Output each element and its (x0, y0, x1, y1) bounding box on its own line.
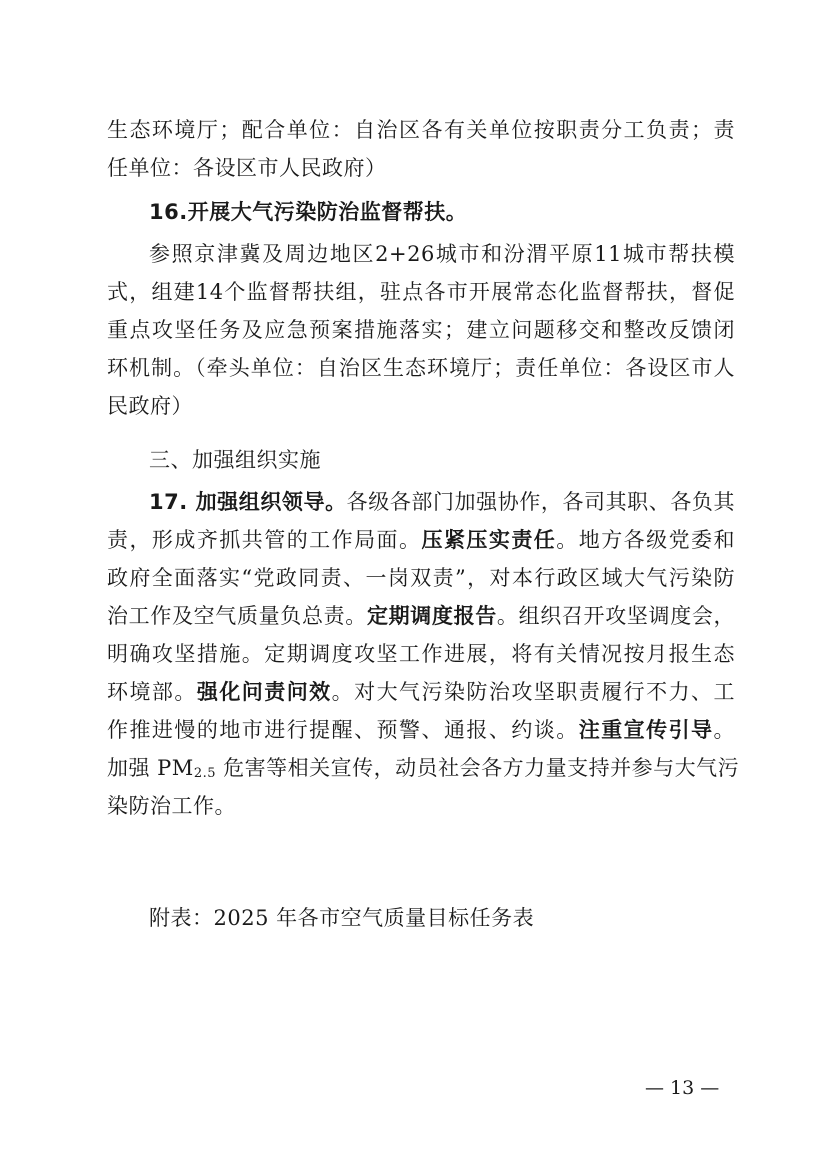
paragraph-line (107, 391, 735, 421)
text-span: 环境部。 (107, 680, 197, 704)
paragraph-line (107, 791, 735, 821)
heading-text: 16.开展大气污染防治监督帮扶。 (149, 200, 468, 224)
text-span: 作推进慢的地市进行提醒、预警、通报、约谈。 (107, 718, 579, 742)
section-title-text: 三、加强组织实施 (149, 448, 321, 472)
paragraph-line (107, 753, 740, 789)
bold-phrase: 定期调度报告 (366, 604, 497, 628)
bold-phrase: 压紧压实责任 (421, 528, 557, 552)
text-span: 。对大气污染防治攻坚职责履行不力、工 (331, 680, 736, 704)
appendix-text: 附表：2025 年各市空气质量目标任务表 (149, 906, 535, 930)
paragraph-line (107, 639, 735, 669)
bold-phrase: 注重宣传引导 (578, 718, 714, 742)
text-span: 生态环境厅；配合单位：自治区各有关单位按职责分工负责；责 (107, 118, 735, 142)
paragraph-line (107, 715, 735, 745)
text-span: 参照京津冀及周边地区2+26城市和汾渭平原11城市帮扶模 (149, 242, 735, 266)
paragraph-line (107, 677, 735, 707)
paragraph-line (107, 153, 735, 183)
paragraph-line (107, 563, 735, 593)
bold-phrase: 强化问责问效 (196, 680, 332, 704)
paragraph-line (107, 315, 735, 345)
subscript: 2.5 (193, 766, 216, 781)
section-title (107, 445, 735, 475)
paragraph-line (107, 115, 735, 145)
paragraph-line (107, 525, 735, 555)
text-span: 重点攻坚任务及应急预案措施落实；建立问题移交和整改反馈闭 (107, 318, 735, 342)
text-span: 责，形成齐抓共管的工作局面。 (107, 528, 422, 552)
text-span: 治工作及空气质量负总责。 (107, 604, 367, 628)
item-17-heading: 17. 加强组织领导。 (149, 490, 347, 514)
text-span: 加强 PM (107, 756, 194, 780)
text-span: 危害等相关宣传，动员社会各方力量支持并参与大气污 (216, 756, 740, 780)
item-16-heading (107, 197, 735, 227)
text-span: 式，组建14个监督帮扶组，驻点各市开展常态化监督帮扶，督促 (107, 280, 735, 304)
text-span: 明确攻坚措施。定期调度攻坚工作进展，将有关情况按月报生态 (107, 642, 735, 666)
text-span: 民政府） (107, 394, 193, 418)
text-span: 。地方各级党委和 (556, 528, 736, 552)
paragraph-line (107, 239, 735, 269)
text-span: 任单位：各设区市人民政府） (107, 156, 387, 180)
text-span: 环机制。（牵头单位：自治区生态环境厅；责任单位：各设区市人 (107, 356, 735, 380)
text-span: 。组织召开攻坚调度会， (496, 604, 736, 628)
paragraph-line (107, 277, 735, 307)
paragraph-line (107, 487, 735, 517)
appendix-note (107, 903, 735, 933)
text-span: 。 (713, 718, 736, 742)
paragraph-line (107, 601, 735, 631)
text-span: 政府全面落实“党政同责、一岗双责”，对本行政区域大气污染防 (107, 566, 735, 590)
text-span: 各级各部门加强协作，各司其职、各负其 (346, 490, 736, 514)
page-number: — 13 — (645, 1077, 720, 1099)
document-page (107, 0, 740, 1169)
text-span: 染防治工作。 (107, 794, 236, 818)
paragraph-line (107, 353, 735, 383)
